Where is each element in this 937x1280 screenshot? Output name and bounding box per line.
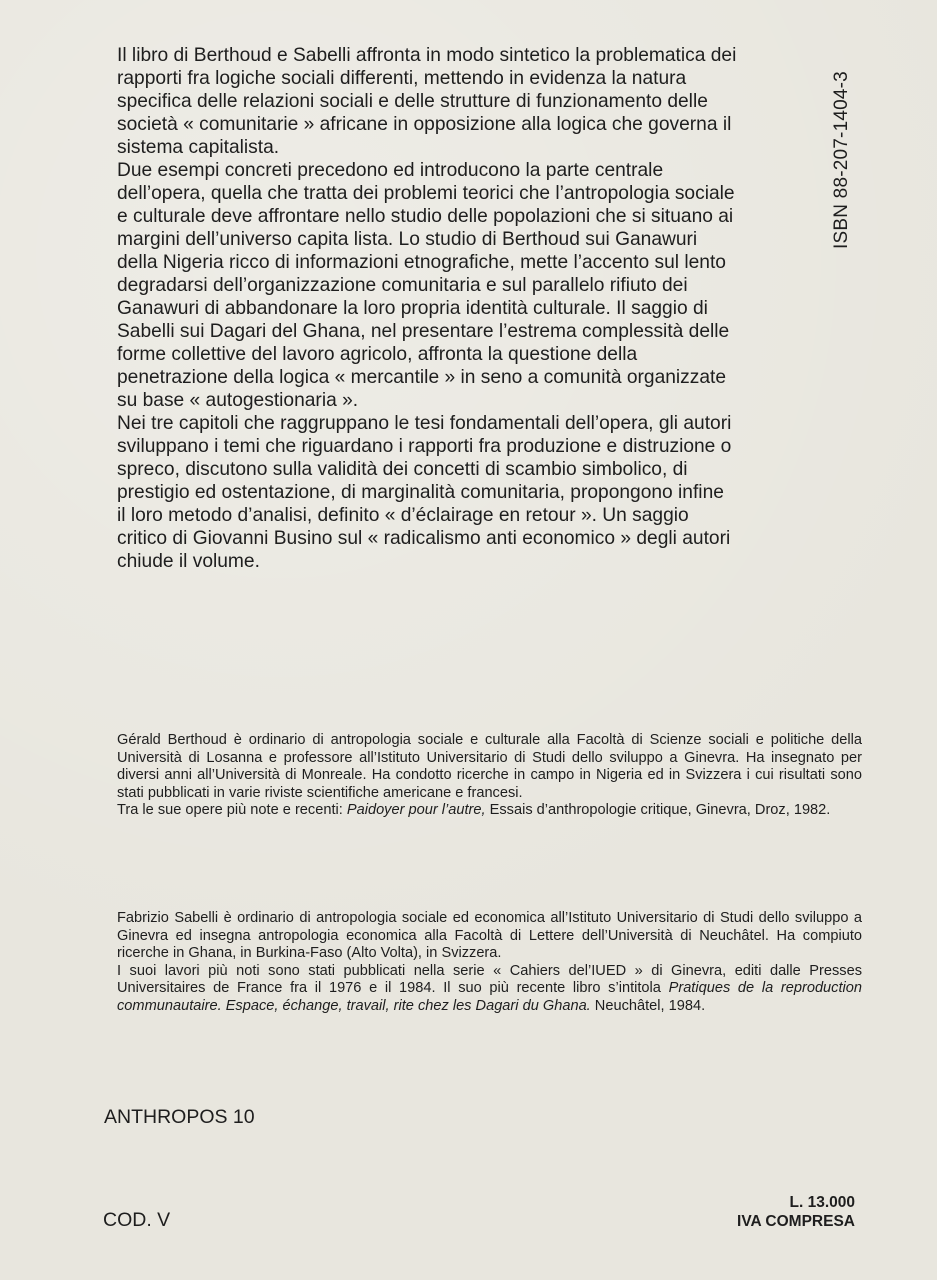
bio-berthoud-works (117, 802, 862, 820)
bio-sabelli-text: Fabrizio Sabelli è ordinario di antropologia sociale ed economica all’Istituto Universitario di Studi dello sviluppo a Ginevra ed insegna antropologia economica alla Facoltà di Lettere dell’Università di Neuchâtel. Ha compiuto ricerche in Ghana, in Burkina-Faso (Alto Volta), in Svizzera. (117, 910, 862, 962)
blurb (117, 44, 737, 573)
works-intro: I suoi lavori più noti sono stati pubblicati nella serie « Cahiers del’IUED » di Ginevra, editi dalle Presses Universitaires de France fra il 1976 e il 1984. Il suo più recente libro s’intitola (117, 962, 862, 997)
code-label: COD. V (103, 1209, 171, 1231)
author-bio-berthoud (117, 732, 862, 820)
works-rest: Essais d’anthropologie critique, Ginevra, Droz, 1982. (485, 802, 831, 819)
blurb-paragraph-3: Nei tre capitoli che raggruppano le tesi fondamentali dell’opera, gli autori sviluppano i temi che riguardano i rapporti fra produzione e distruzione o spreco, discutono sulla validità dei concetti di scambio simbolico, di prestigio ed ostentazione, di marginalità comunitaria, propongono infine il loro metodo d’analisi, definito « d’éclairage en retour ». Un saggio critico di Giovanni Busino sul « radicalismo anti economico » degli autori chiude il volume. (117, 413, 732, 572)
works-title: Pratiques de la reproduction communautaire. Espace, échange, travail, rite chez les Dagari du Ghana. (117, 980, 862, 1014)
works-rest: Neuchâtel, 1984. (590, 997, 706, 1014)
blurb-paragraph-1: Il libro di Berthoud e Sabelli affronta in modo sintetico la problematica dei rapporti fra logiche sociali differenti, mettendo in evidenza la natura specifica delle relazioni sociali e delle strutture di funzionamento delle società « comunitarie » africane in opposizione alla logica che governa il sistema capitalista. (117, 45, 737, 158)
works-intro: Tra le sue opere più note e recenti: (117, 802, 347, 819)
price-block (737, 1193, 855, 1231)
series-label: ANTHROPOS 10 (104, 1106, 255, 1128)
vat-note: IVA COMPRESA (737, 1213, 855, 1230)
author-bio-sabelli (117, 910, 862, 1016)
bio-sabelli-works (117, 963, 862, 1016)
blurb-paragraph-2: Due esempi concreti precedono ed introducono la parte centrale dell’opera, quella che tratta dei problemi teorici che l’antropologia sociale e culturale deve affrontare nello studio delle popolazioni che si situano ai margini dell’universo capita lista. Lo studio di Berthoud sui Ganawuri della Nigeria ricco di informazioni etnografiche, mette l’accento sul lento degradarsi dell’organizzazione comunitaria e sul parallelo rifiuto dei Ganawuri di abbandonare la loro propria identità culturale. Il saggio di Sabelli sui Dagari del Ghana, nel presentare l’estrema complessità delle forme collettive del lavoro agricolo, affronta la questione della penetrazione della logica « mercantile » in seno a comunità organizzate su base « autogestionaria ». (117, 160, 735, 411)
bio-berthoud-text: Gérald Berthoud è ordinario di antropologia sociale e culturale alla Facoltà di Scienze sociali e politiche della Università di Losanna e professore all’Istituto Universitario di Studi dello sviluppo a Ginevra. Ha insegnato per diversi anni all’Università di Monreale. Ha condotto ricerche in campo in Nigeria ed in Svizzera i cui risultati sono stati pubblicati in varie riviste scientifiche americane e francesi. (117, 732, 862, 801)
isbn-label: ISBN 88-207-1404-3 (831, 71, 852, 249)
price-value: L. 13.000 (789, 1194, 855, 1211)
works-title: Paidoyer pour l’autre, (346, 802, 486, 819)
